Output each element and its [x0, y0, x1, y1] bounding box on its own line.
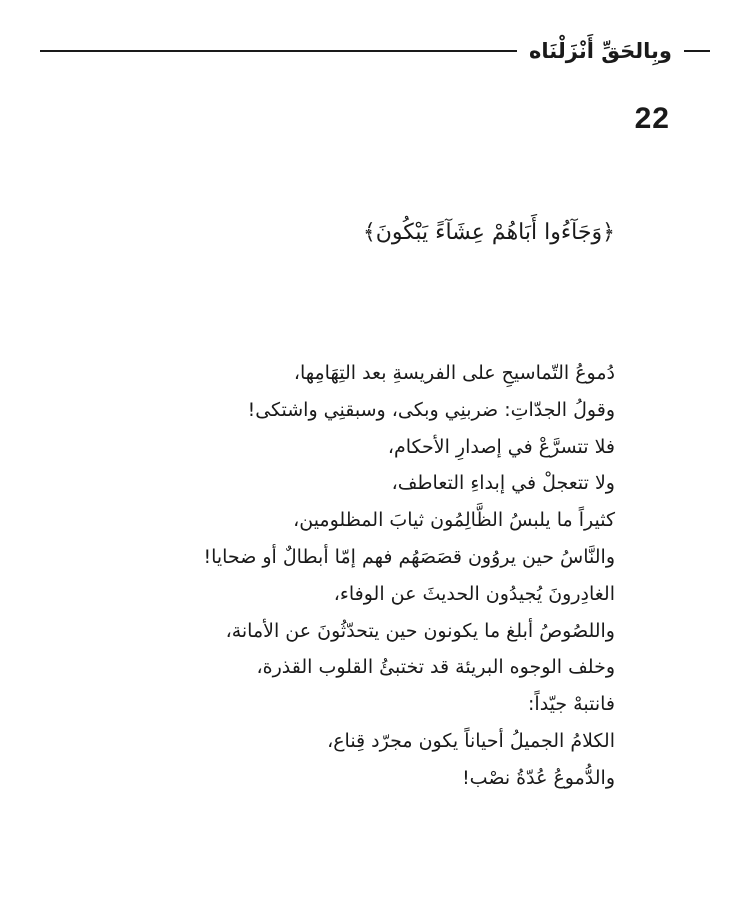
- header-rule-trailing: [40, 50, 517, 52]
- header-rule-leading: [684, 50, 710, 52]
- poem-line: والدُّموعُ عُدّةُ نصْب!: [462, 766, 615, 789]
- chapter-number: 22: [634, 102, 670, 135]
- poem-line: وقولُ الجدّاتِ: ضربنِي وبكى، وسبقنِي واشتكى!: [247, 398, 615, 421]
- poem-line: الكلامُ الجميلُ أحياناً يكون مجرّد قِناع،: [327, 729, 615, 752]
- poem-line: واللصُوصُ أبلغ ما يكونون حين يتحدّثُونَ عن الأمانة،: [225, 619, 615, 642]
- poem-line: والنَّاسُ حين يروُون قصَصَهُم فهم إمّا أبطالٌ أو ضحايا!: [203, 545, 615, 568]
- poem-line: دُموعُ التّماسيحِ على الفريسةِ بعد التِهَامِها،: [293, 362, 615, 384]
- poem-line: ولا تتعجلْ في إبداءِ التعاطف،: [391, 472, 615, 495]
- running-header-title: وبِالحَقِّ أَنْزَلْنَاه: [529, 39, 672, 63]
- poem-line: كثيراً ما يلبسُ الظَّالِمُون ثيابَ المظلومين،: [293, 509, 615, 532]
- poem-line: فلا تتسرَّعْ في إصدارِ الأحكام،: [387, 435, 615, 458]
- quran-epigraph: ﴿وَجَآءُوا أَبَاهُمْ عِشَآءً يَبْكُونَ﴾: [362, 220, 615, 245]
- running-header: [40, 34, 710, 68]
- poem-line: الغادِرونَ يُجيدُون الحديثَ عن الوفاء،: [333, 582, 615, 605]
- poem-line: وخلف الوجوه البريئة قد تختبئُ القلوب القذرة،: [256, 656, 615, 679]
- poem-line: فانتبهْ جيّداً:: [528, 693, 615, 716]
- poem-body: [40, 355, 615, 797]
